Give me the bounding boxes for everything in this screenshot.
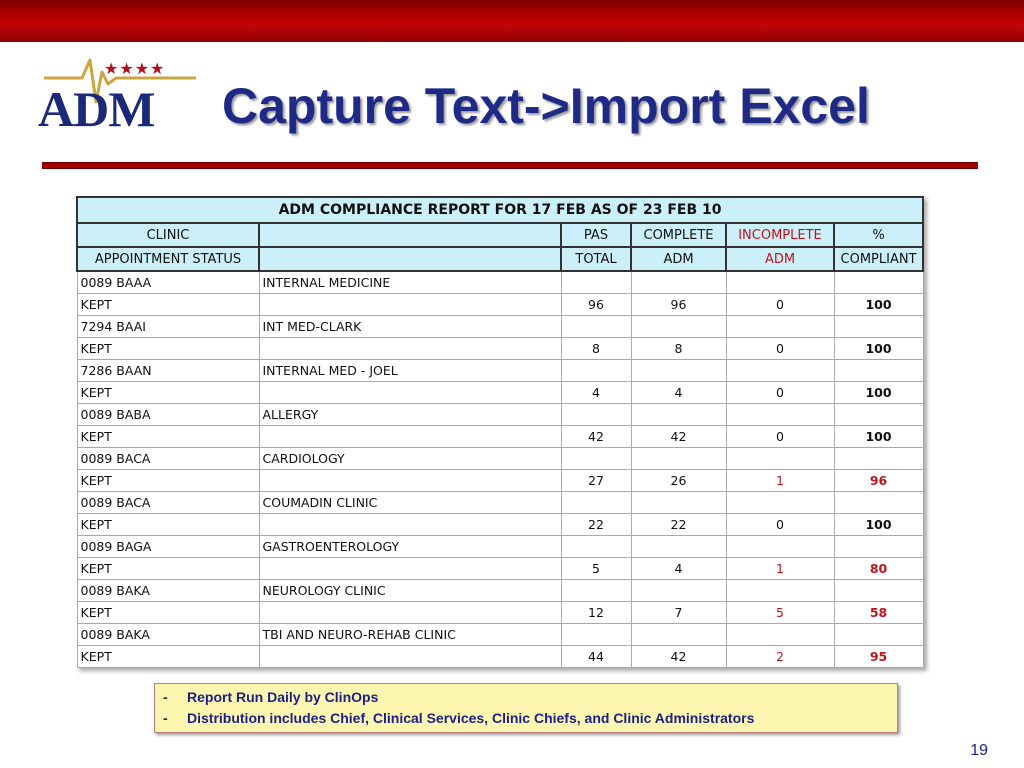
pas-total-cell: 12 [561,602,631,624]
incomplete-adm-cell: 1 [726,558,834,580]
status-row [77,338,923,360]
empty-cell [561,536,631,558]
percent-compliant-cell: 100 [834,338,923,360]
empty-cell [726,271,834,294]
header-row-1 [77,223,923,247]
header-adm: ADM [631,247,726,271]
logo-stars: ★★★★ [104,61,166,78]
empty-cell [631,492,726,514]
status-row [77,558,923,580]
empty-cell [834,580,923,602]
empty-cell [834,448,923,470]
empty-cell [631,448,726,470]
clinic-code-cell: 0089 BAGA [77,536,259,558]
empty-cell [561,580,631,602]
clinic-code-cell: 0089 BACA [77,448,259,470]
incomplete-adm-cell: 0 [726,426,834,448]
pas-total-cell: 42 [561,426,631,448]
clinic-name-cell: INT MED-CLARK [259,316,561,338]
empty-cell [726,536,834,558]
status-row [77,382,923,404]
header-percent: % [834,223,923,247]
adm-logo [36,50,206,140]
clinic-code-cell: 0089 BACA [77,492,259,514]
clinic-name-cell: COUMADIN CLINIC [259,492,561,514]
status-cell: KEPT [77,470,259,492]
clinic-code-cell: 0089 BAAA [77,271,259,294]
complete-adm-cell: 8 [631,338,726,360]
header-blank [259,223,561,247]
status-cell: KEPT [77,514,259,536]
empty-cell [259,470,561,492]
pas-total-cell: 4 [561,382,631,404]
empty-cell [631,316,726,338]
clinic-name-cell: ALLERGY [259,404,561,426]
top-banner [0,0,1024,42]
empty-cell [561,448,631,470]
clinic-row [77,580,923,602]
compliance-report-table [76,196,924,668]
complete-adm-cell: 22 [631,514,726,536]
empty-cell [726,360,834,382]
status-cell: KEPT [77,338,259,360]
empty-cell [259,294,561,316]
status-row [77,470,923,492]
header-complete: COMPLETE [631,223,726,247]
pas-total-cell: 5 [561,558,631,580]
empty-cell [259,426,561,448]
status-row [77,646,923,668]
complete-adm-cell: 26 [631,470,726,492]
status-cell: KEPT [77,646,259,668]
note-item [163,708,889,729]
clinic-row [77,448,923,470]
empty-cell [259,558,561,580]
empty-cell [631,624,726,646]
status-cell: KEPT [77,382,259,404]
empty-cell [834,624,923,646]
header-blank-2 [259,247,561,271]
empty-cell [631,404,726,426]
pas-total-cell: 27 [561,470,631,492]
empty-cell [631,360,726,382]
empty-cell [259,338,561,360]
percent-compliant-cell: 100 [834,382,923,404]
empty-cell [561,360,631,382]
clinic-code-cell: 0089 BAKA [77,624,259,646]
clinic-code-cell: 0089 BAKA [77,580,259,602]
status-row [77,426,923,448]
clinic-row [77,404,923,426]
header-appointment-status: APPOINTMENT STATUS [77,247,259,271]
empty-cell [834,492,923,514]
incomplete-adm-cell: 0 [726,294,834,316]
note-bullet: - [163,710,168,726]
clinic-name-cell: NEUROLOGY CLINIC [259,580,561,602]
empty-cell [561,624,631,646]
clinic-name-cell: TBI AND NEURO-REHAB CLINIC [259,624,561,646]
empty-cell [726,492,834,514]
report-title: ADM COMPLIANCE REPORT FOR 17 FEB AS OF 23 FEB 10 [77,197,923,223]
clinic-name-cell: INTERNAL MEDICINE [259,271,561,294]
complete-adm-cell: 42 [631,426,726,448]
percent-compliant-cell: 100 [834,426,923,448]
clinic-code-cell: 7286 BAAN [77,360,259,382]
empty-cell [834,360,923,382]
header-pas: PAS [561,223,631,247]
report-title-row [77,197,923,223]
empty-cell [259,514,561,536]
clinic-name-cell: CARDIOLOGY [259,448,561,470]
percent-compliant-cell: 96 [834,470,923,492]
empty-cell [834,271,923,294]
incomplete-adm-cell: 1 [726,470,834,492]
empty-cell [631,580,726,602]
header-incomplete: INCOMPLETE [726,223,834,247]
note-bullet: - [163,689,168,705]
percent-compliant-cell: 95 [834,646,923,668]
complete-adm-cell: 96 [631,294,726,316]
incomplete-adm-cell: 0 [726,338,834,360]
pas-total-cell: 44 [561,646,631,668]
clinic-row [77,492,923,514]
pas-total-cell: 96 [561,294,631,316]
header-compliant: COMPLIANT [834,247,923,271]
note-item [163,687,889,708]
status-row [77,602,923,624]
header-incomplete-adm: ADM [726,247,834,271]
empty-cell [631,536,726,558]
pas-total-cell: 22 [561,514,631,536]
empty-cell [561,271,631,294]
empty-cell [834,316,923,338]
empty-cell [834,536,923,558]
empty-cell [259,602,561,624]
page-number: 19 [970,742,988,759]
empty-cell [561,492,631,514]
status-row [77,514,923,536]
empty-cell [726,580,834,602]
incomplete-adm-cell: 0 [726,382,834,404]
empty-cell [726,448,834,470]
slide-title: Capture Text->Import Excel [222,78,870,134]
empty-cell [259,382,561,404]
percent-compliant-cell: 80 [834,558,923,580]
complete-adm-cell: 7 [631,602,726,624]
notes-box [154,683,898,733]
percent-compliant-cell: 100 [834,514,923,536]
note-text: Distribution includes Chief, Clinical Services, Clinic Chiefs, and Clinic Administrators [187,710,755,726]
empty-cell [631,271,726,294]
status-cell: KEPT [77,426,259,448]
complete-adm-cell: 4 [631,382,726,404]
complete-adm-cell: 42 [631,646,726,668]
clinic-name-cell: GASTROENTEROLOGY [259,536,561,558]
status-row [77,294,923,316]
clinic-name-cell: INTERNAL MED - JOEL [259,360,561,382]
empty-cell [561,404,631,426]
incomplete-adm-cell: 0 [726,514,834,536]
header-total: TOTAL [561,247,631,271]
clinic-row [77,271,923,294]
empty-cell [726,316,834,338]
incomplete-adm-cell: 5 [726,602,834,624]
incomplete-adm-cell: 2 [726,646,834,668]
title-divider [42,162,978,169]
status-cell: KEPT [77,294,259,316]
empty-cell [561,316,631,338]
logo-text: ADM [38,81,155,137]
empty-cell [834,404,923,426]
clinic-code-cell: 7294 BAAI [77,316,259,338]
empty-cell [259,646,561,668]
clinic-row [77,360,923,382]
clinic-row [77,316,923,338]
clinic-code-cell: 0089 BABA [77,404,259,426]
percent-compliant-cell: 58 [834,602,923,624]
note-text: Report Run Daily by ClinOps [187,689,379,705]
complete-adm-cell: 4 [631,558,726,580]
empty-cell [726,404,834,426]
clinic-row [77,624,923,646]
percent-compliant-cell: 100 [834,294,923,316]
status-cell: KEPT [77,558,259,580]
header-row-2 [77,247,923,271]
header-clinic: CLINIC [77,223,259,247]
clinic-row [77,536,923,558]
pas-total-cell: 8 [561,338,631,360]
status-cell: KEPT [77,602,259,624]
empty-cell [726,624,834,646]
